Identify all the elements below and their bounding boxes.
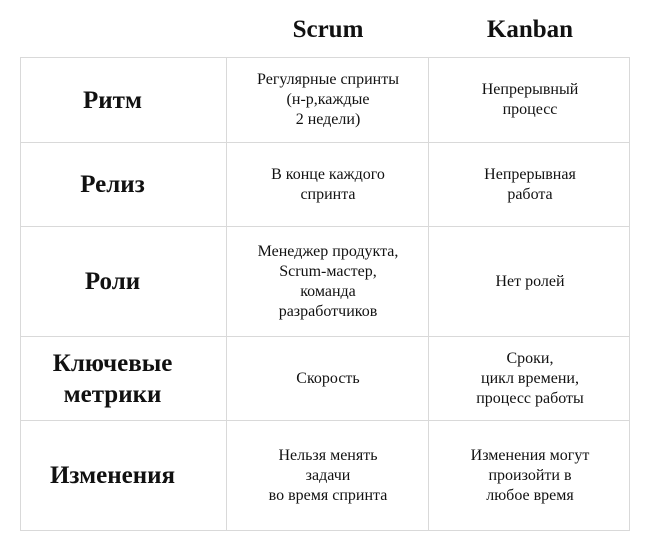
cell-key-metrics-kanban: Сроки, цикл времени, процесс работы bbox=[476, 349, 584, 407]
column-divider-2 bbox=[428, 57, 429, 531]
row-label-roles: Роли bbox=[84, 268, 141, 295]
row-label-rhythm: Ритм bbox=[83, 86, 142, 114]
column-header-scrum: Scrum bbox=[292, 16, 364, 43]
cell-release-scrum: В конце каждого спринта bbox=[271, 165, 385, 203]
cell-key-metrics-scrum: Скорость bbox=[296, 369, 360, 387]
cell-changes-kanban: Изменения могут произойти в любое время bbox=[470, 446, 590, 504]
row-label-release: Релиз bbox=[80, 171, 145, 198]
column-header-kanban: Kanban bbox=[486, 16, 574, 43]
cell-roles-scrum: Менеджер продукта, Scrum-мастер, команда разработчиков bbox=[257, 242, 399, 320]
cell-roles-kanban: Нет ролей bbox=[495, 272, 565, 290]
cell-changes-scrum: Нельзя менять задачи во время спринта bbox=[268, 446, 388, 504]
cell-release-kanban: Непрерывная работа bbox=[484, 165, 576, 203]
cell-rhythm-kanban: Непрерывный процесс bbox=[481, 81, 579, 118]
cell-rhythm-scrum: Регулярные спринты (н-р,каждые 2 недели) bbox=[257, 71, 399, 128]
row-label-changes: Изменения bbox=[49, 462, 176, 489]
row-label-key-metrics: Ключевые метрики bbox=[52, 349, 173, 408]
table-border-bottom bbox=[20, 530, 630, 531]
column-divider-1 bbox=[226, 57, 227, 531]
